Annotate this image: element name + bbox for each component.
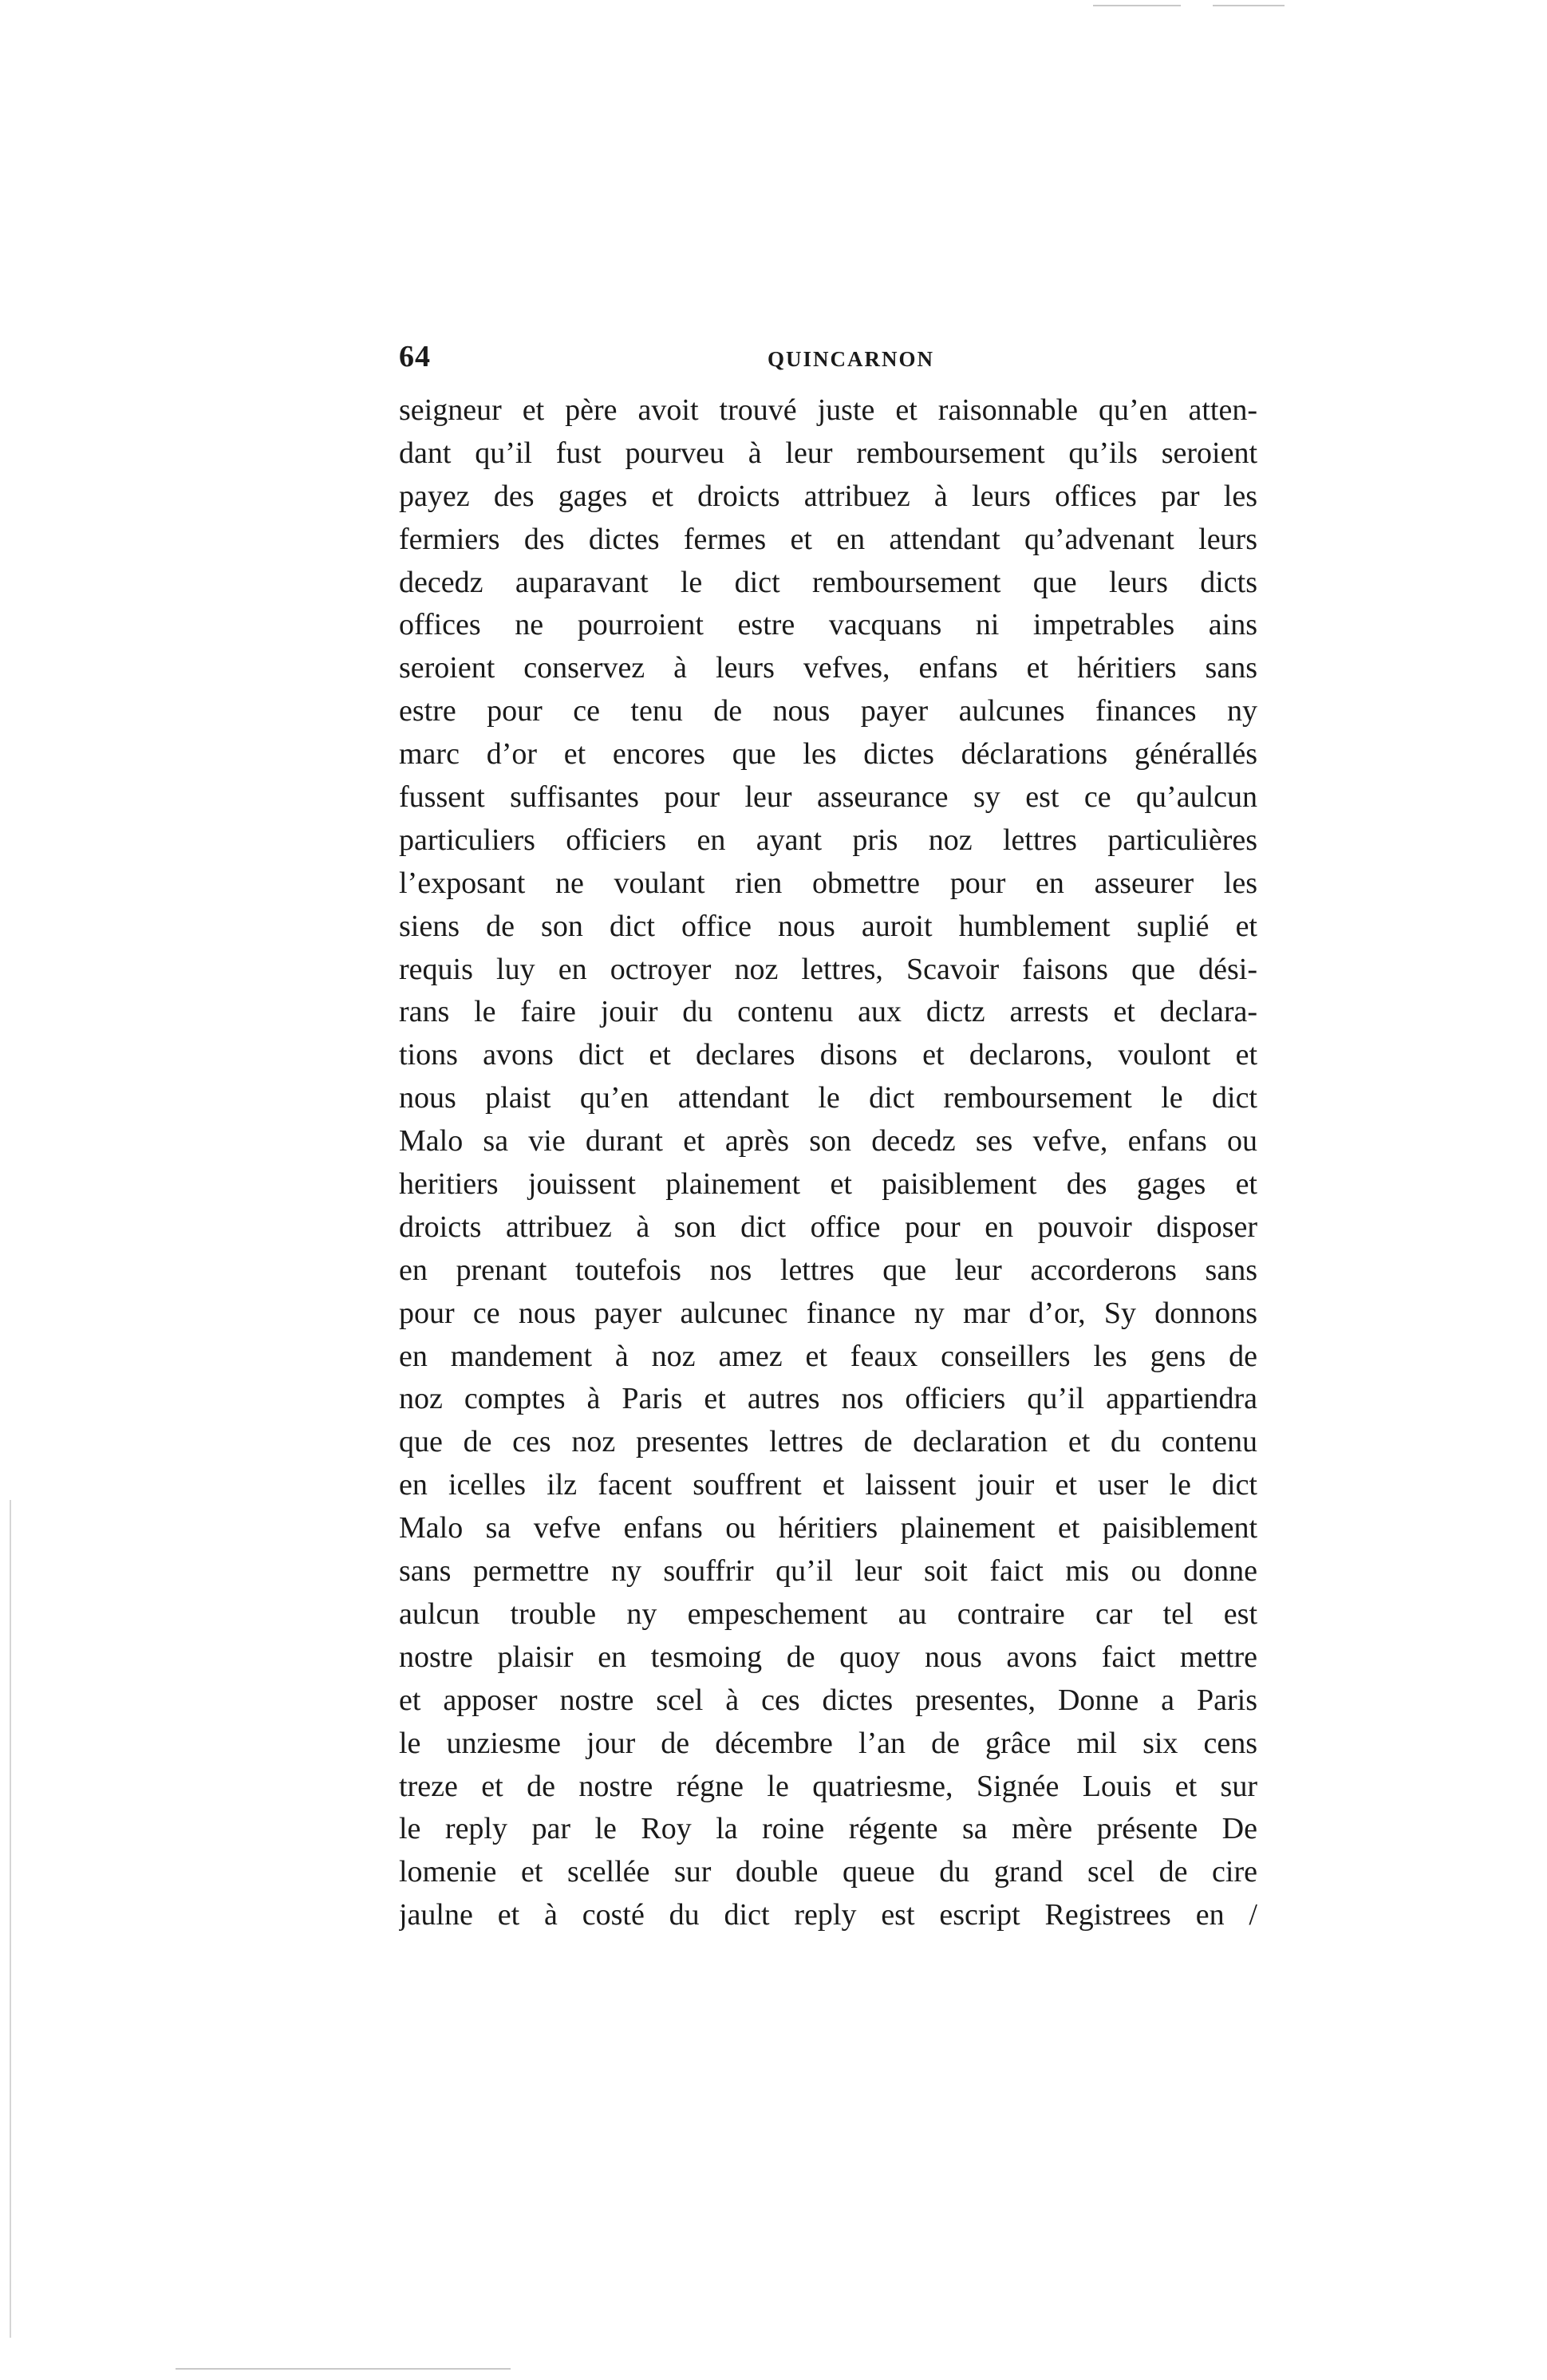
- text-line: nous plaist qu’en attendant le dict remboursement le dict: [399, 1081, 1257, 1115]
- text-line: jaulne et à costé du dict reply est escript Registrees en /: [399, 1898, 1257, 1932]
- running-title: QUINCARNON: [768, 347, 934, 371]
- text-line: particuliers officiers en ayant pris noz lettres particulières: [399, 823, 1257, 857]
- text-line: rans le faire jouir du contenu aux dictz arrests et declara-: [399, 995, 1257, 1029]
- text-line: le reply par le Roy la roine régente sa mère présente De: [399, 1812, 1257, 1846]
- text-line: en icelles ilz facent souffrent et laissent jouir et user le dict: [399, 1468, 1257, 1502]
- text-line: fussent suffisantes pour leur asseurance sy est ce qu’aulcun: [399, 780, 1257, 815]
- text-line: offices ne pourroient estre vacquans ni impetrables ains: [399, 608, 1257, 642]
- text-line: estre pour ce tenu de nous payer aulcunes finances ny: [399, 694, 1257, 728]
- scan-artifact-bottom: [176, 2368, 511, 2370]
- text-line: que de ces noz presentes lettres de declaration et du contenu: [399, 1425, 1257, 1459]
- page-header: [399, 339, 1245, 379]
- text-line: en mandement à noz amez et feaux conseillers les gens de: [399, 1339, 1257, 1373]
- text-line: fermiers des dictes fermes et en attendant qu’advenant leurs: [399, 522, 1257, 556]
- text-line: Malo sa vie durant et après son decedz ses vefve, enfans ou: [399, 1124, 1257, 1158]
- text-line: le unziesme jour de décembre l’an de grâce mil six cens: [399, 1726, 1257, 1760]
- text-line: decedz auparavant le dict remboursement que leurs dicts: [399, 565, 1257, 599]
- scan-artifact-left-edge: [10, 1500, 11, 2338]
- text-line: Malo sa vefve enfans ou héritiers plainement et paisiblement: [399, 1511, 1257, 1545]
- text-line: pour ce nous payer aulcunec finance ny mar d’or, Sy donnons: [399, 1296, 1257, 1330]
- body-text: [399, 389, 1257, 1937]
- text-line: treze et de nostre régne le quatriesme, Signée Louis et sur: [399, 1769, 1257, 1803]
- scan-artifact-top-right: [1213, 5, 1285, 6]
- text-line: dant qu’il fust pourveu à leur remboursement qu’ils seroient: [399, 436, 1257, 470]
- text-line: nostre plaisir en tesmoing de quoy nous avons faict mettre: [399, 1640, 1257, 1674]
- text-line: requis luy en octroyer noz lettres, Scavoir faisons que dési-: [399, 952, 1257, 986]
- text-line: siens de son dict office nous auroit humblement suplié et: [399, 909, 1257, 943]
- text-line: aulcun trouble ny empeschement au contraire car tel est: [399, 1597, 1257, 1631]
- text-line: lomenie et scellée sur double queue du grand scel de cire: [399, 1855, 1257, 1889]
- text-line: et apposer nostre scel à ces dictes presentes, Donne a Paris: [399, 1683, 1257, 1717]
- text-line: heritiers jouissent plainement et paisiblement des gages et: [399, 1167, 1257, 1202]
- text-line: seigneur et père avoit trouvé juste et raisonnable qu’en atten-: [399, 393, 1257, 427]
- text-line: noz comptes à Paris et autres nos officiers qu’il appartiendra: [399, 1382, 1257, 1416]
- text-line: en prenant toutefois nos lettres que leur accorderons sans: [399, 1253, 1257, 1287]
- text-line: l’exposant ne voulant rien obmettre pour en asseurer les: [399, 866, 1257, 900]
- text-line: sans permettre ny souffrir qu’il leur soit faict mis ou donne: [399, 1554, 1257, 1589]
- page-number: 64: [399, 340, 431, 373]
- text-line: marc d’or et encores que les dictes déclarations générallés: [399, 737, 1257, 772]
- text-line: tions avons dict et declares disons et declarons, voulont et: [399, 1038, 1257, 1072]
- text-line: droicts attribuez à son dict office pour en pouvoir disposer: [399, 1210, 1257, 1244]
- text-line: seroient conservez à leurs vefves, enfans et héritiers sans: [399, 651, 1257, 685]
- scan-artifact-top: [1093, 5, 1181, 6]
- text-line: payez des gages et droicts attribuez à leurs offices par les: [399, 479, 1257, 513]
